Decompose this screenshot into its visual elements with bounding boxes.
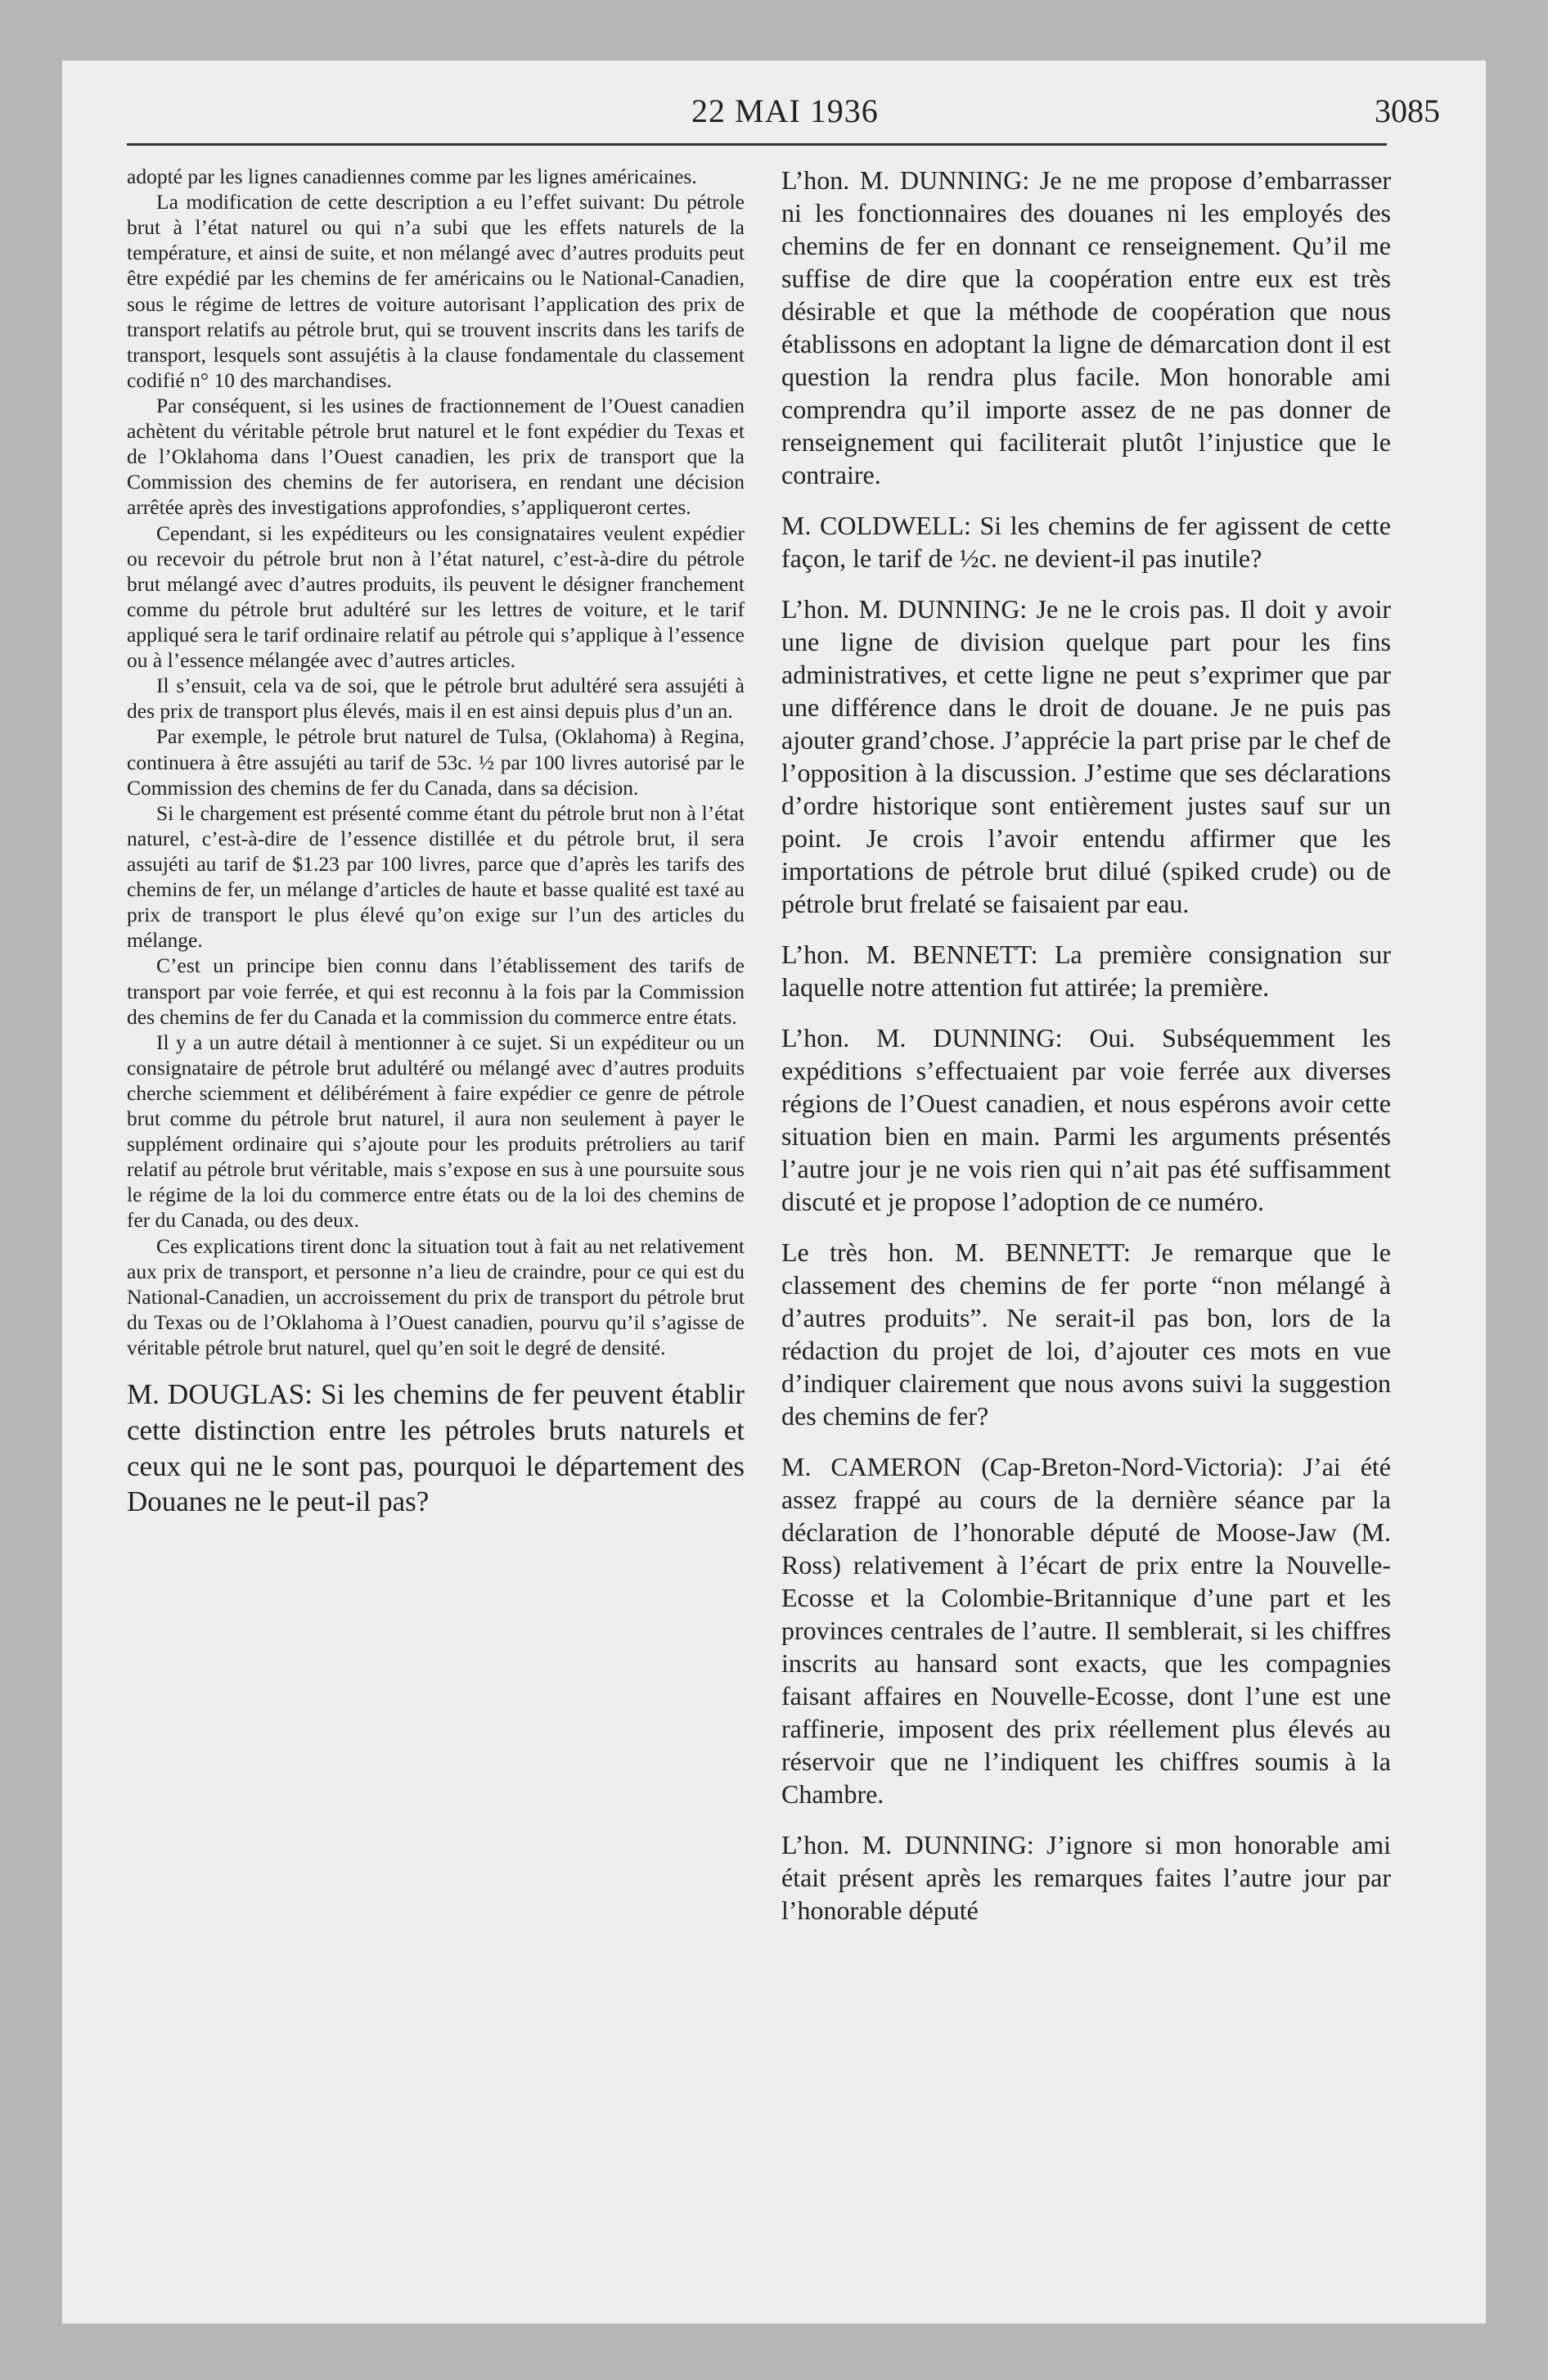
speaker-paragraph: M. COLDWELL: Si les chemins de fer agissent de cette façon, le tarif de ½c. ne devient-il pas inutile? [781,511,1391,573]
paragraph: Par exemple, le pétrole brut naturel de Tulsa, (Oklahoma) à Regina, continuera à être assujéti au tarif de 53c. ½ par 100 livres autorisé par le Commission des chemins de fer du Canada, dans sa décision. [127,724,745,800]
speaker-paragraph: L’hon. M. DUNNING: J’ignore si mon honorable ami était présent après les remarques faites l’autre jour par l’honorable député [781,1830,1391,1925]
page-header [127,92,1440,144]
speaker-paragraph: L’hon. M. DUNNING: Je ne me propose d’embarrasser ni les fonctionnaires des douanes ni les employés des chemins de fer en donnant ce renseignement. Qu’il me suffise de dire que la coopération entre eux est très désirable et que la méthode de coopération que nous établissons en adoptant la ligne de démarcation dont il est question la rendra plus facile. Mon honorable ami comprendra qu’il importe assez de ne pas donner de renseignement qui faciliterait plutôt l’injustice que le contraire. [781,165,1391,489]
paragraph: Cependant, si les expéditeurs ou les consignataires veulent expédier ou recevoir du pétrole brut non à l’état naturel, c’est-à-dire du pétrole brut mélangé avec d’autres produits, ils peuvent le désigner franchement comme du pétrole brut adultéré sur les lettres de voiture, et le tarif appliqué sera le tarif ordinaire relatif au pétrole qui s’applique à l’essence ou à l’essence mélangée avec d’autres articles. [127,521,745,673]
paragraph: Il y a un autre détail à mentionner à ce sujet. Si un expéditeur ou un consignataire de pétrole brut adultéré ou mélangé avec d’autres produits cherche sciemment et délibérément à faire expédier ce genre de pétrole brut comme du pétrole brut naturel, il aura non seulement à payer le supplément ordinaire qui s’ajoute pour les produits prétroliers au tarif relatif au pétrole brut véritable, mais s’expose en sus à une poursuite sous le régime de la loi du commerce entre états ou de la loi des chemins de fer du Canada, ou des deux. [127,1030,745,1233]
speaker-paragraph: L’hon. M. BENNETT: La première consignation sur laquelle notre attention fut attirée; la première. [781,940,1391,1002]
paragraph: Si le chargement est présenté comme étant du pétrole brut non à l’état naturel, c’est-à-dire de l’essence distillée et du pétrole brut, il sera assujéti au tarif de $1.23 par 100 livres, parce que d’après les tarifs des chemins de fer, un mélange d’articles de haute et basse qualité est taxé au prix de transport le plus élevé qu’on exige sur l’un des articles du mélange. [127,800,745,953]
paragraph: La modification de cette description a eu l’effet suivant: Du pétrole brut à l’état naturel ou qui n’a subi que les effets naturels de la température, et ainsi de suite, et non mélangé avec d’autres produits peut être expédié par les chemins de fer américains ou le National-Canadien, sous le régime de lettres de voiture autorisant l’application des prix de transport relatifs au pétrole brut, qui se trouvent inscrits dans les tarifs de transport, lesquels sont assujétis à la clause fondamentale du classement codifié n° 10 des marchandises. [127,190,745,392]
speaker-paragraph: L’hon. M. DUNNING: Je ne le crois pas. Il doit y avoir une ligne de division quelque part pour les fins administratives, et cette ligne ne peut s’exprimer que par une différence dans le droit de douane. Je ne puis pas ajouter grand’chose. J’apprécie la part prise par le chef de l’opposition à la discussion. J’estime que ses déclarations d’ordre historique sont entièrement justes sauf sur un point. Je crois l’avoir entendu affirmer que les importations de pétrole brut dilué (spiked crude) ou de pétrole brut frelaté se faisaient par eau. [781,594,1391,918]
speaker-paragraph: L’hon. M. DUNNING: Oui. Subséquemment les expéditions s’effectuaient par voie ferrée aux diverses régions de l’Ouest canadien, et nous espérons avoir cette situation bien en main. Parmi les arguments présentés l’autre jour je ne vois rien qui n’ait pas été suffisamment discuté et je propose l’adoption de ce numéro. [781,1023,1391,1216]
header-date: 22 MAI 1936 [691,92,879,129]
paragraph: C’est un principe bien connu dans l’établissement des tarifs de transport par voie ferrée, et qui est reconnu à la fois par la Commission des chemins de fer du Canada et la commission du commerce entre états. [127,953,745,1029]
speaker-paragraph-douglas: M. DOUGLAS: Si les chemins de fer peuvent établir cette distinction entre les pétroles bruts naturels et ceux qui ne le sont pas, pourquoi le département des Douanes ne le peut-il pas? [127,1378,745,1518]
speaker-paragraph: Le très hon. M. BENNETT: Je remarque que le classement des chemins de fer porte “non mélangé à d’autres produits”. Ne serait-il pas bon, lors de la rédaction du projet de loi, d’ajouter ces mots en vue d’indiquer clairement que nous avons suivi la suggestion des chemins de fer? [781,1237,1391,1431]
page-number: 3085 [1375,92,1440,129]
paragraph: Il s’ensuit, cela va de soi, que le pétrole brut adultéré sera assujéti à des prix de transport plus élevés, mais il en est ainsi depuis plus d’un an. [127,674,745,723]
header-rule [127,143,1387,146]
paragraph: Par conséquent, si les usines de fractionnement de l’Ouest canadien achètent du véritable pétrole brut naturel et le font expédier du Texas et de l’Oklahoma dans l’Ouest canadien, les prix de transport que la Commission des chemins de fer autorisera, en rendant une décision arrêtée après des investigations approfondies, s’appliqueront certes. [127,393,745,520]
right-column [781,164,1391,1927]
speaker-paragraph: M. CAMERON (Cap-Breton-Nord-Victoria): J’ai été assez frappé au cours de la dernière séance par la déclaration de l’honorable député de Moose-Jaw (M. Ross) relativement à l’écart de prix entre la Nouvelle-Ecosse et la Colombie-Britannique d’une part et les provinces centrales de l’autre. Il semblerait, si les chiffres inscrits au hansard sont exacts, que les compagnies faisant affaires en Nouvelle-Ecosse, dont l’une est une raffinerie, imposent des prix réellement plus élevés au réservoir que ne l’indiquent les chiffres soumis à la Chambre. [781,1452,1391,1809]
paragraph: adopté par les lignes canadiennes comme par les lignes américaines. [127,165,697,188]
left-column [127,164,745,1520]
paragraph: Ces explications tirent donc la situation tout à fait au net relativement aux prix de transport, et personne n’a lieu de craindre, pour ce qui est du National-Canadien, un accroissement du prix de transport du pétrole brut du Texas ou de l’Oklahoma à l’Ouest canadien, pourvu qu’il s’agisse de véritable pétrole brut naturel, quel qu’en soit le degré de densité. [127,1233,745,1360]
